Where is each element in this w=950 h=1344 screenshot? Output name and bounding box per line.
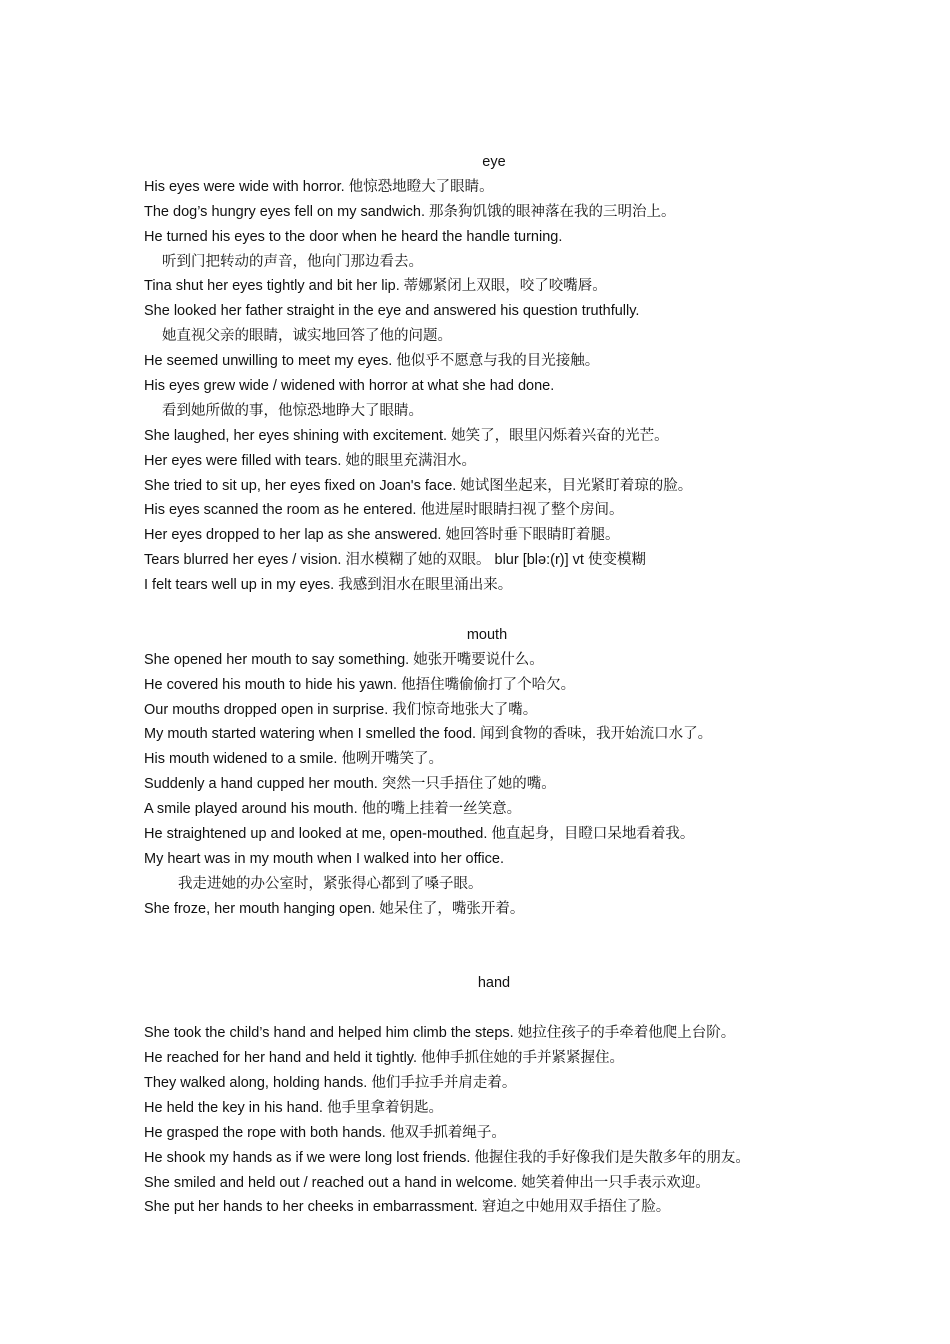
sentence-line: I felt tears well up in my eyes. 我感到泪水在眼里涌出来。	[144, 577, 513, 594]
sentence-line: My heart was in my mouth when I walked into her office.	[144, 850, 504, 867]
sentence-line: Tears blurred her eyes / vision. 泪水模糊了她的双眼。 blur [blə:(r)] vt 使变模糊	[144, 552, 646, 569]
sentence-line: He covered his mouth to hide his yawn. 他捂住嘴偷偷打了个哈欠。	[144, 676, 576, 693]
sentence-line: Tina shut her eyes tightly and bit her lip. 蒂娜紧闭上双眼，咬了咬嘴唇。	[144, 278, 607, 295]
sentence-line: She froze, her mouth hanging open. 她呆住了，嘴张开着。	[144, 900, 525, 917]
sentence-line: He grasped the rope with both hands. 他双手抓着绳子。	[144, 1124, 506, 1141]
sentence-line: She took the child’s hand and helped him climb the steps. 她拉住孩子的手牵着他爬上台阶。	[144, 1025, 736, 1042]
sentence-line: His mouth widened to a smile. 他咧开嘴笑了。	[144, 751, 443, 768]
sentence-line: She laughed, her eyes shining with excitement. 她笑了，眼里闪烁着兴奋的光芒。	[144, 427, 669, 444]
spacer	[144, 947, 844, 972]
sentence-line: His eyes scanned the room as he entered. 他进屋时眼睛扫视了整个房间。	[144, 502, 624, 519]
sentence-line: A smile played around his mouth. 他的嘴上挂着一丝笑意。	[144, 801, 522, 818]
spacer	[144, 598, 844, 623]
sentence-line: She tried to sit up, her eyes fixed on Joan's face. 她试图坐起来，目光紧盯着琼的脸。	[144, 477, 693, 494]
translation-line: 看到她所做的事，他惊恐地睁大了眼睛。	[162, 402, 423, 419]
section-heading-eye: eye	[482, 154, 506, 170]
sentence-line: She smiled and held out / reached out a hand in welcome. 她笑着伸出一只手表示欢迎。	[144, 1174, 710, 1191]
sentence-line: His eyes were wide with horror. 他惊恐地瞪大了眼睛。	[144, 178, 494, 195]
spacer	[144, 922, 844, 947]
translation-line: 我走进她的办公室时，紧张得心都到了嗓子眼。	[178, 875, 483, 892]
sentence-line: She looked her father straight in the eye and answered his question truthfully.	[144, 303, 640, 320]
sentence-line: Her eyes were filled with tears. 她的眼里充满泪水。	[144, 452, 476, 469]
spacer	[144, 996, 844, 1021]
translation-line: 听到门把转动的声音，他向门那边看去。	[162, 253, 423, 270]
sentence-line: He seemed unwilling to meet my eyes. 他似乎不愿意与我的目光接触。	[144, 353, 600, 370]
section-heading-hand: hand	[477, 975, 511, 992]
sentence-line: His eyes grew wide / widened with horror at what she had done.	[144, 378, 555, 395]
section-heading-mouth: mouth	[466, 626, 508, 643]
sentence-line: He shook my hands as if we were long lost friends. 他握住我的手好像我们是失散多年的朋友。	[144, 1149, 750, 1166]
sentence-line: She put her hands to her cheeks in embarrassment. 窘迫之中她用双手捂住了脸。	[144, 1199, 671, 1216]
sentence-line: Her eyes dropped to her lap as she answered. 她回答时垂下眼睛盯着腿。	[144, 527, 620, 544]
sentence-line: He held the key in his hand. 他手里拿着钥匙。	[144, 1099, 443, 1116]
sentence-line: He turned his eyes to the door when he heard the handle turning.	[144, 228, 563, 245]
sentence-line: Suddenly a hand cupped her mouth. 突然一只手捂住了她的嘴。	[144, 776, 556, 793]
sentence-line: My mouth started watering when I smelled the food. 闻到食物的香味，我开始流口水了。	[144, 726, 713, 743]
sentence-line: He straightened up and looked at me, open-mouthed. 他直起身，目瞪口呆地看着我。	[144, 826, 695, 843]
sentence-line: He reached for her hand and held it tightly. 他伸手抓住她的手并紧紧握住。	[144, 1050, 625, 1067]
translation-line: 她直视父亲的眼睛，诚实地回答了他的问题。	[162, 328, 452, 345]
document-content	[144, 150, 844, 1220]
sentence-line: They walked along, holding hands. 他们手拉手并肩走着。	[144, 1074, 517, 1091]
sentence-line: Our mouths dropped open in surprise. 我们惊奇地张大了嘴。	[144, 701, 538, 718]
sentence-line: She opened her mouth to say something. 她张开嘴要说什么。	[144, 651, 544, 668]
sentence-line: The dog’s hungry eyes fell on my sandwich. 那条狗饥饿的眼神落在我的三明治上。	[144, 203, 676, 220]
